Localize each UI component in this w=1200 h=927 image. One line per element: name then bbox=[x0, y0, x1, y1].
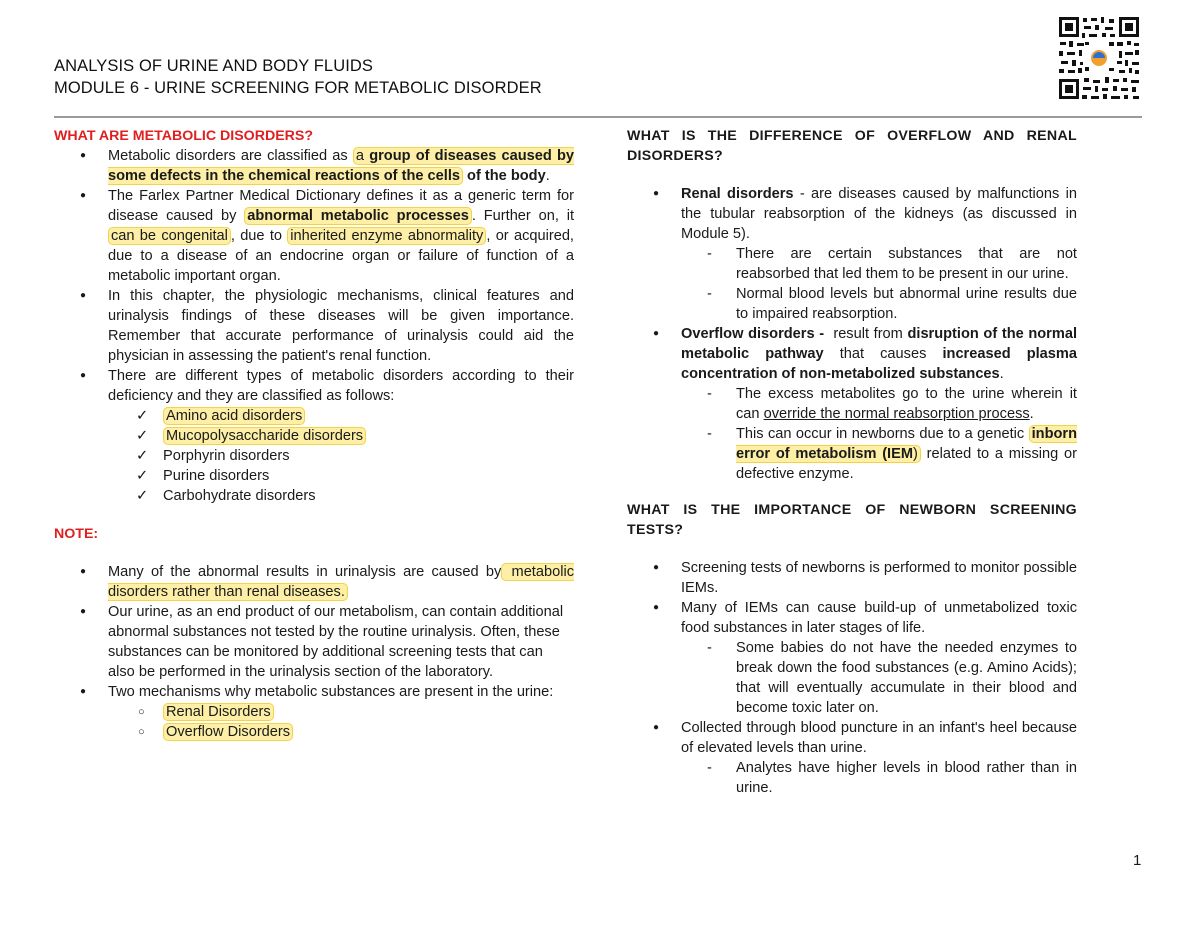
sublist-item: - Normal blood levels but abnormal urine results due to impaired reabsorption. bbox=[627, 284, 1077, 324]
sublist-item: ○ Renal Disorders bbox=[54, 702, 574, 722]
list-item: ● Our urine, as an end product of our metabolism, can contain additional abnormal substances not tested by the routine urinalysis. Often, these substances can be monitored by additional screening tests that can also be performed in the urinalysis section of the laboratory. bbox=[54, 602, 564, 682]
page-number: 1 bbox=[1133, 852, 1142, 869]
list-item: ● Collected through blood puncture in an infant's heel because of elevated levels than urine. bbox=[627, 718, 1077, 758]
list-item: ● The Farlex Partner Medical Dictionary defines it as a generic term for disease caused by abnormal metabolic processes . Further on, it can be congenital , due to inherited enzyme abnormality , or acquired, due to a disease of an endocrine organ or failure of function of a metabolic important organ. bbox=[54, 186, 574, 286]
qr-code-icon bbox=[1057, 15, 1141, 101]
highlight: inborn error of metabolism (IEM) bbox=[736, 426, 1077, 462]
checklist-item: ✓ Amino acid disorders bbox=[54, 406, 574, 426]
section-heading-overflow-renal: WHAT IS THE DIFFERENCE OF OVERFLOW AND RENAL DISORDERS? bbox=[627, 128, 1077, 164]
note-heading: NOTE: bbox=[54, 526, 99, 542]
sublist-item: - There are certain substances that are not reabsorbed that led them to be present in our urine. bbox=[627, 244, 1077, 284]
highlight: metabolic disorders rather than renal diseases. bbox=[108, 564, 574, 600]
list-item: ● In this chapter, the physiologic mechanisms, clinical features and urinalysis findings of these diseases will be given importance. Remember that accurate performance of urinalysis could aid the physician in assessing the patient's renal function. bbox=[54, 286, 574, 366]
list-item: ● Many of IEMs can cause build-up of unmetabolized toxic food substances in later stages of life. bbox=[627, 598, 1077, 638]
section-heading-newborn-screening: WHAT IS THE IMPORTANCE OF NEWBORN SCREENING TESTS? bbox=[627, 502, 1077, 538]
section-heading-metabolic-disorders: WHAT ARE METABOLIC DISORDERS? bbox=[54, 128, 314, 144]
checklist-item: ✓ Mucopolysaccharide disorders bbox=[54, 426, 574, 446]
list-item: ● Screening tests of newborns is performed to monitor possible IEMs. bbox=[627, 558, 1077, 598]
list-item: ● Metabolic disorders are classified as a group of diseases caused by some defects in the chemical reactions of the cells of the body. bbox=[54, 146, 574, 186]
highlight: inherited enzyme abnormality bbox=[287, 227, 486, 245]
list-item: ● Renal disorders - are diseases caused by malfunctions in the tubular reabsorption of the kidneys (as discussed in Module 5). bbox=[627, 184, 1077, 244]
sublist-item: - This can occur in newborns due to a genetic inborn error of metabolism (IEM) related to a missing or defective enzyme. bbox=[627, 424, 1077, 484]
list-item: ● Overflow disorders - result from disruption of the normal metabolic pathway that causes increased plasma concentration of non-metabolized substances. bbox=[627, 324, 1077, 384]
checklist-item: ✓ Porphyrin disorders bbox=[54, 446, 574, 466]
document-title: ANALYSIS OF URINE AND BODY FLUIDS bbox=[54, 57, 374, 75]
checklist-item: ✓ Purine disorders bbox=[54, 466, 574, 486]
list-item: ● Many of the abnormal results in urinalysis are caused by metabolic disorders rather than renal diseases. bbox=[54, 562, 574, 602]
right-column bbox=[627, 126, 1077, 798]
module-title: MODULE 6 - URINE SCREENING FOR METABOLIC DISORDER bbox=[54, 79, 542, 97]
sublist-item: - The excess metabolites go to the urine wherein it can override the normal reabsorption process. bbox=[627, 384, 1077, 424]
highlight: can be congenital bbox=[108, 227, 231, 245]
sublist-item: - Some babies do not have the needed enzymes to break down the food substances (e.g. Amino Acids); that will eventually accumulate in their blood and become toxic later on. bbox=[627, 638, 1077, 718]
header-divider bbox=[54, 116, 1142, 118]
document-header bbox=[54, 55, 542, 99]
highlight: abnormal metabolic processes bbox=[244, 207, 472, 225]
left-column bbox=[54, 126, 574, 742]
list-item: ● Two mechanisms why metabolic substances are present in the urine: bbox=[54, 682, 574, 702]
list-item: ● There are different types of metabolic disorders according to their deficiency and they are classified as follows: bbox=[54, 366, 574, 406]
sublist-item: ○ Overflow Disorders bbox=[54, 722, 574, 742]
sublist-item: - Analytes have higher levels in blood rather than in urine. bbox=[627, 758, 1077, 798]
checklist-item: ✓ Carbohydrate disorders bbox=[54, 486, 574, 506]
highlight: a group of diseases caused by some defects in the chemical reactions of the cells bbox=[108, 148, 574, 184]
